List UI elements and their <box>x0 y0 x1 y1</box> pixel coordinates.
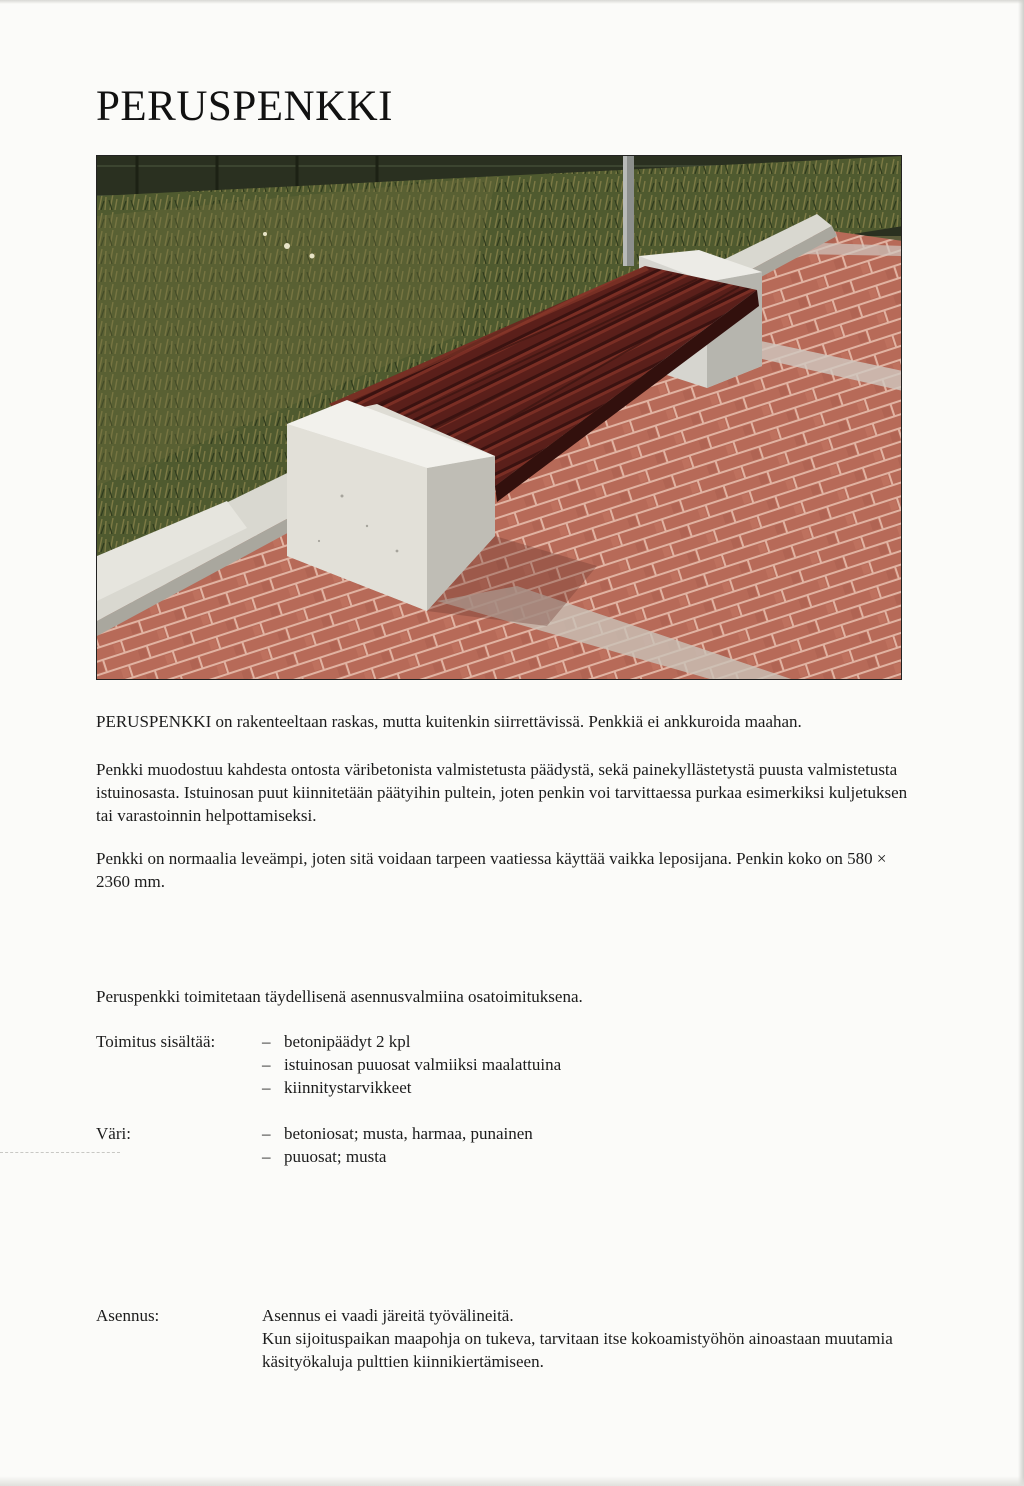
list-item: – kiinnitystarvikkeet <box>262 1078 412 1097</box>
vari-list <box>262 1122 533 1168</box>
dash-icon: – <box>262 1078 271 1097</box>
dash-icon: – <box>262 1124 271 1143</box>
fold-mark <box>0 1152 120 1153</box>
scan-edge-top <box>0 0 1024 4</box>
list-item: – betoniosat; musta, harmaa, punainen <box>262 1124 533 1143</box>
scan-edge-right <box>1018 0 1024 1486</box>
dash-icon: – <box>262 1147 271 1166</box>
intro-paragraph: PERUSPENKKI on rakenteeltaan raskas, mutta kuitenkin siirrettävissä. Penkkiä ei ankkuroida maahan. <box>96 712 802 731</box>
bench-photo-icon <box>97 156 902 680</box>
list-item: – istuinosan puuosat valmiiksi maalattuina <box>262 1055 562 1074</box>
dash-icon: – <box>262 1055 271 1074</box>
scan-edge-bottom <box>0 1476 1024 1486</box>
page-title: PERUSPENKKI <box>96 83 393 130</box>
dash-icon: – <box>262 1032 271 1051</box>
bench-photo <box>96 155 902 680</box>
vari-label: Väri: <box>96 1124 131 1143</box>
asennus-line2: Kun sijoituspaikan maapohja on tukeva, tarvitaan itse kokoamistyöhön ainoastaan muutamia käsityökaluja pulttien kiinnikiertämiseen. <box>262 1329 893 1371</box>
list-item: – betonipäädyt 2 kpl <box>262 1032 411 1051</box>
delivery-paragraph: Peruspenkki toimitetaan täydellisenä asennusvalmiina osatoimituksena. <box>96 987 583 1006</box>
size-paragraph: Penkki on normaalia leveämpi, joten sitä voidaan tarpeen vaatiessa käyttää vaikka leposijana. Penkin koko on 580 × 2360 mm. <box>96 849 887 891</box>
asennus-label: Asennus: <box>96 1306 160 1325</box>
toimitus-list <box>262 1030 561 1099</box>
asennus-line1: Asennus ei vaadi järeitä työvälineitä. <box>262 1306 514 1325</box>
list-item: – puuosat; musta <box>262 1147 387 1166</box>
construction-paragraph: Penkki muodostuu kahdesta ontosta väribetonista valmistetusta päädystä, sekä painekyllästetystä puusta valmistetusta istuinosasta. Istuinosan puut kiinnitetään päätyihin pultein, joten penkin voi tarvittaessa purkaa esimerkiksi kuljetuksen tai varastoinnin helpottamiseksi. <box>96 760 908 825</box>
toimitus-label: Toimitus sisältää: <box>96 1032 216 1051</box>
